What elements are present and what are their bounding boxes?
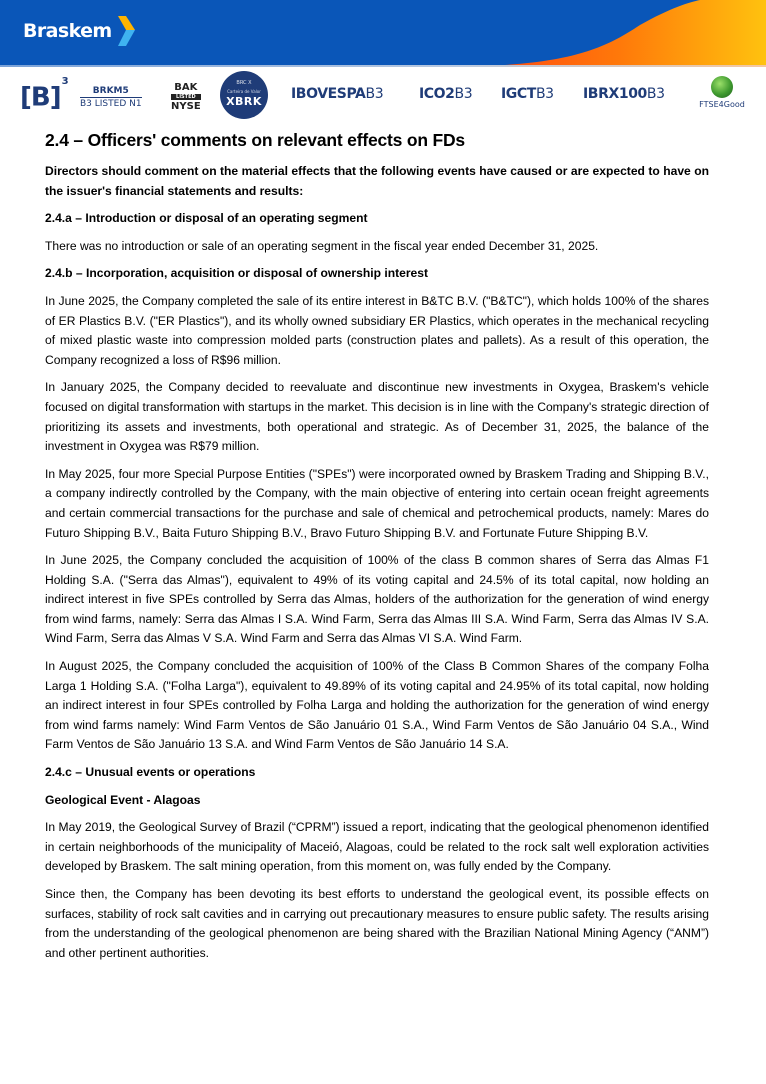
paragraph: In January 2025, the Company decided to reevaluate and discontinue new investments in Oxygea, Braskem's vehicle focused on digital transformation with startups in the market. This decision is in line with the Company's strategic direction of prioritizing its assets and investments, both operational and strategic. As of December 31, 2025, the balance of the investment in Oxygea was R$79 million. (45, 380, 709, 454)
braskem-chevron-icon (116, 16, 136, 46)
xbrk-label: XBRK (226, 95, 262, 108)
ibovespa-b3-logo (291, 86, 383, 102)
intro-paragraph: Directors should comment on the material effects that the following events have caused or are expected to have on the issuer's financial statements and results: (45, 164, 709, 198)
paragraph: In June 2025, the Company completed the sale of its entire interest in B&TC B.V. ("B&TC"), which holds 100% of the shares of ER Plastics B.V. ("ER Plastics"), and its wholly owned subsidiary ER Plastics, which operates in the mechanical recycling of mixed plastic waste into compression molded parts (construction plates and pallets). As a result of this operation, the Company recognized a loss of R$96 million. (45, 293, 709, 367)
globe-icon (711, 76, 733, 98)
document-body (45, 128, 709, 971)
ftse-label: FTSE4Good (699, 100, 745, 109)
b3-logo-superscript: 3 (61, 76, 68, 87)
listing-logos-strip (0, 67, 766, 123)
listed-badge: LISTED (171, 94, 201, 100)
ico2-b3-logo (419, 86, 472, 102)
paragraph: Since then, the Company has been devoting its best efforts to understand the geological event, its possible effects on surfaces, stability of rock salt cavities and in carrying out precautionary measures to ensure public safety. The results arising from the understanding of the geological phenomenon are being shared with the Brazilian National Mining Agency (“ANM”) and other pertinent authorities. (45, 887, 709, 960)
index-suffix: B3 (646, 86, 665, 102)
section-heading-2-4-b: 2.4.b – Incorporation, acquisition or disposal of ownership interest (45, 266, 429, 281)
subheading-geological-event: Geological Event - Alagoas (45, 792, 201, 807)
index-suffix: B3 (535, 86, 554, 102)
paragraph: In May 2019, the Geological Survey of Brazil (“CPRM”) issued a report, indicating that the geological phenomenon identified in certain neighborhoods of the municipality of Maceió, Alagoas, could be related to the rock salt well exploration activities developed by Braskem. The salt mining operation, from this moment on, was fully ended by the Company. (45, 820, 709, 874)
paragraph: In June 2025, the Company concluded the acquisition of 100% of the class B common shares of Serra das Almas F1 Holding S.A. ("Serra das Almas"), equivalent to 49% of its voting capital and 24.5% of its total capital, now holding an indirect interest in five SPEs controlled by Serra das Almas, holders of the authorization for the generation of wind energy from wind farms, namely: Serra das Almas I S.A. Wind Farm, Serra das Almas III S.A. Wind Farm, Serra das Almas IV S.A. Wind Farm, Serra das Almas V S.A. Wind Farm and Serra das Almas VI S.A. Wind Farm. (45, 553, 709, 646)
xbrk-top-text: BRC X (236, 80, 252, 86)
ticker-bak: BAK (174, 82, 198, 93)
igct-b3-logo (501, 86, 554, 102)
xbrk-subtitle: Carteira de Valor (227, 89, 261, 94)
index-name: IBOVESPA (291, 86, 366, 102)
section-heading-2-4-a: 2.4.a – Introduction or disposal of an operating segment (45, 211, 368, 226)
brand-name: Braskem (23, 20, 112, 42)
header-banner (0, 0, 766, 65)
b3-logo (20, 76, 68, 113)
b3-listed-n1-logo (80, 86, 142, 109)
index-name: IGCT (501, 86, 536, 102)
paragraph: There was no introduction or sale of an operating segment in the fiscal year ended December 31, 2025. (45, 238, 599, 253)
index-name: IBRX100 (583, 86, 647, 102)
index-name: ICO2 (419, 86, 455, 102)
ticker-brkm5: BRKM5 (80, 86, 142, 98)
listed-label: B3 LISTED N1 (80, 99, 142, 109)
nyse-label: NYSE (171, 101, 201, 112)
index-suffix: B3 (454, 86, 473, 102)
paragraph: In August 2025, the Company concluded the acquisition of 100% of the Class B Common Shares of the company Folha Larga 1 Holding S.A. ("Folha Larga"), equivalent to 49.89% of its voting capital and 24.95% of its total capital, now holding an indirect interest in four SPEs controlled by Folha Larga and holding the authorization for the generation of wind energy from wind farms namely: Wind Farm Ventos de São Januário 01 S.A., Wind Farm Ventos de São Januário 04 S.A., Wind Farm Ventos de São Januário 13 S.A. and Wind Farm Ventos de São Januário 14 S.A. (45, 659, 709, 752)
braskem-logo (23, 16, 136, 46)
nyse-listed-logo (171, 82, 201, 112)
page-title: 2.4 – Officers' comments on relevant effects on FDs (45, 130, 465, 150)
paragraph: In May 2025, four more Special Purpose Entities ("SPEs") were incorporated owned by Braskem Trading and Shipping B.V., a company indirectly controlled by the Company, with the main objective of entering into certain ocean freight agreements and certain commercial transactions for the purchase and sale of chemical and petrochemical products, namely: Mares do Futuro Shipping B.V., Baita Futuro Shipping B.V., Bravo Futuro Shipping B.V. and Fortunate Future Shipping B.V. (45, 466, 709, 540)
ftse4good-logo (692, 76, 752, 109)
section-heading-2-4-c: 2.4.c – Unusual events or operations (45, 765, 256, 780)
ibrx100-b3-logo (583, 86, 665, 102)
index-suffix: B3 (365, 86, 384, 102)
xbrk-badge-logo (220, 71, 268, 119)
b3-logo-text: [B] (20, 82, 61, 113)
